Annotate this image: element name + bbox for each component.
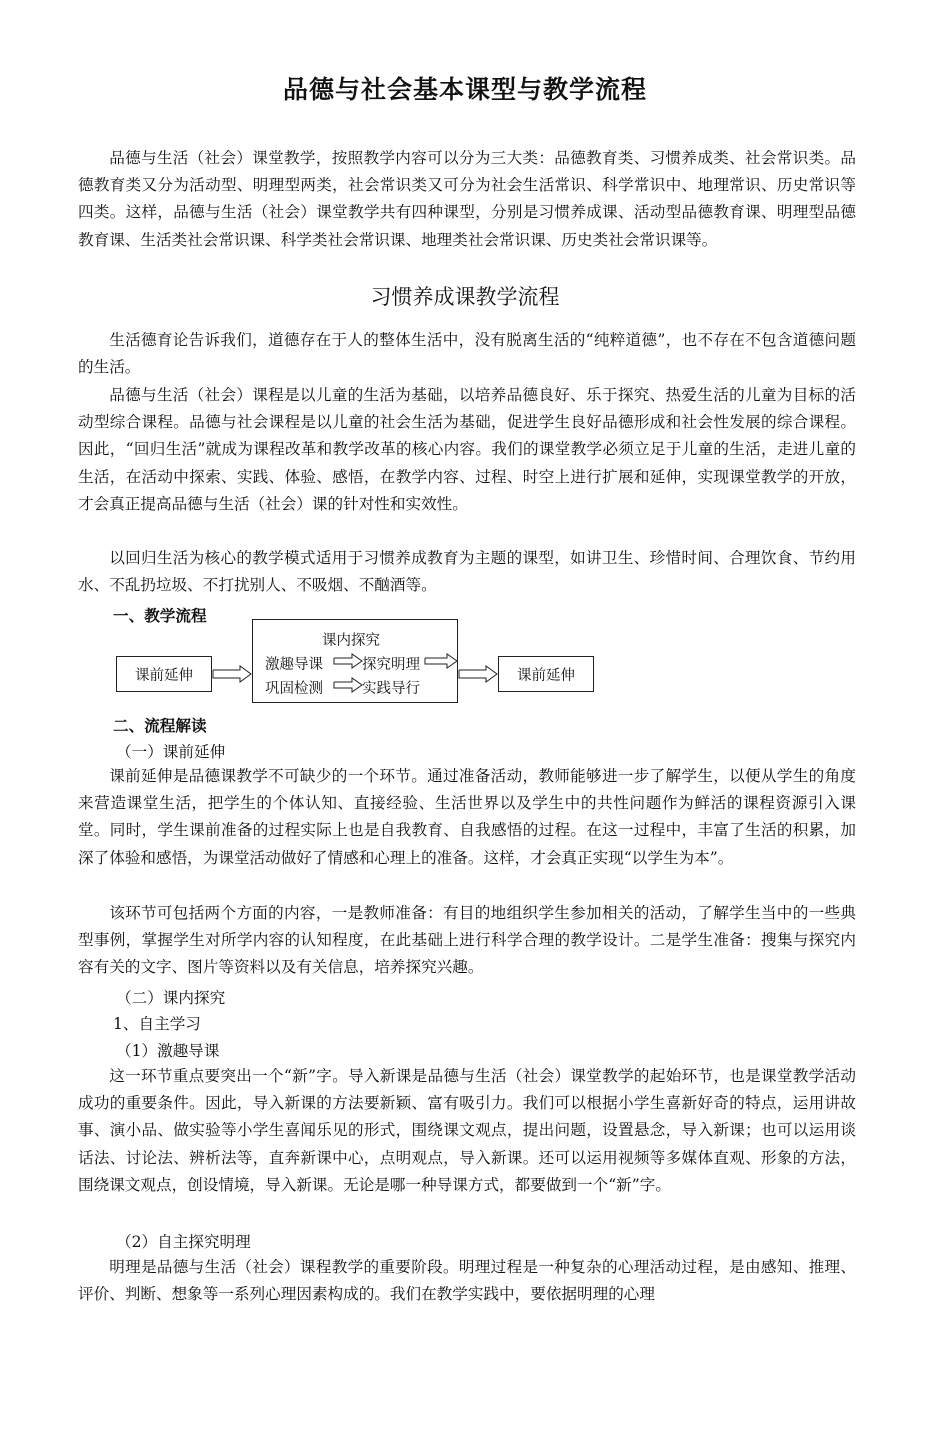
item1-heading: 1、自主学习 bbox=[113, 1015, 201, 1033]
flow-left-label: 课前延伸 bbox=[135, 667, 193, 684]
item1-2-paragraph: 明理是品德与生活（社会）课程教学的重要阶段。明理过程是一种复杂的心理活动过程，是由感知、推理、评价、判断、想象等一系列心理因素构成的。我们在教学实践中，要依据明理的心理 bbox=[78, 1258, 856, 1304]
arrow-center-to-right-icon bbox=[459, 666, 497, 682]
sub1-heading: （一）课前延伸 bbox=[116, 743, 226, 761]
item1-1-paragraph: 这一环节重点要突出一个“新”字。导入新课是品德与生活（社会）课堂教学的起始环节，也是课堂教学活动成功的重要条件。因此，导入新课的方法要新颖、富有吸引力。我们可以根据小学生喜新好奇的特点，运用讲故事、演小品、做实验等小学生喜闻乐见的形式，围绕课文观点，提出问题，设置悬念，导入新课；也可以运用谈话法、讨论法、辨析法等，直奔新课中心，点明观点，导入新课。还可以运用视频等多媒体直观、形象的方法，围绕课文观点，创设情境，导入新课。无论是哪一种导课方式，都要做到一个“新”字。 bbox=[78, 1067, 856, 1194]
flow-item-tanjiu: 探究明理 bbox=[362, 657, 420, 673]
intro-paragraph: 品德与生活（社会）课堂教学，按照教学内容可以分为三大类：品德教育类、习惯养成类、社会常识类。品德教育类又分为活动型、明理型两类，社会常识类又可分为社会生活常识、科学常识中、地理常识、历史常识等四类。这样，品德与生活（社会）课堂教学共有四种课型，分别是习惯养成课、活动型品德教育课、明理型品德教育课、生活类社会常识课、科学类社会常识课、地理类社会常识课、历史类社会常识课等。 bbox=[78, 149, 856, 249]
paragraph-1: 生活德育论告诉我们，道德存在于人的整体生活中，没有脱离生活的“纯粹道德”，也不存在不包含道德问题的生活。 bbox=[78, 331, 856, 377]
sub1-paragraph-2: 该环节可包括两个方面的内容，一是教师准备：有目的地组织学生参加相关的活动，了解学生当中的一些典型事例，掌握学生对所学内容的认知程度，在此基础上进行科学合理的教学设计。二是学生准备：搜集与探究内容有关的文字、图片等资料以及有关信息，培养探究兴趣。 bbox=[78, 904, 856, 977]
flow-right-box bbox=[498, 656, 594, 692]
arrow-left-to-center-icon bbox=[213, 666, 251, 682]
flow-right-label: 课前延伸 bbox=[517, 667, 575, 684]
flow-item-shijian: 实践导行 bbox=[362, 681, 420, 697]
section2-heading: 二、流程解读 bbox=[113, 717, 207, 735]
sub1-paragraph-1: 课前延伸是品德课教学不可缺少的一个环节。通过准备活动，教师能够进一步了解学生，以便从学生的角度来营造课堂生活，把学生的个体认知、直接经验、生活世界以及学生中的共性问题作为鲜活的课程资源引入课堂。同时，学生课前准备的过程实际上也是自我教育、自我感悟的过程。在这一过程中，丰富了生活的积累，加深了体验和感悟，为课堂活动做好了情感和心理上的准备。这样，才会真正实现“以学生为本”。 bbox=[78, 767, 856, 867]
section1-heading: 一、教学流程 bbox=[113, 607, 207, 625]
flow-left-box bbox=[116, 656, 212, 692]
paragraph-2: 品德与生活（社会）课程是以儿童的生活为基础，以培养品德良好、乐于探究、热爱生活的儿童为目标的活动型综合课程。品德与社会课程是以儿童的社会生活为基础，促进学生良好品德形成和社会性发展的综合课程。因此，“回归生活”就成为课程改革和教学改革的核心内容。我们的课堂教学必须立足于儿童的生活，走进儿童的生活，在活动中探索、实践、体验、感悟，在教学内容、过程、时空上进行扩展和延伸，实现课堂教学的开放，才会真正提高品德与生活（社会）课的针对性和实效性。 bbox=[78, 386, 856, 513]
item1-2-heading: （2）自主探究明理 bbox=[116, 1233, 251, 1251]
document-title: 品德与社会基本课型与教学流程 bbox=[282, 75, 647, 104]
sub2-heading: （二）课内探究 bbox=[116, 989, 226, 1007]
flow-item-jiqu: 激趣导课 bbox=[265, 657, 323, 673]
item1-1-heading: （1）激趣导课 bbox=[116, 1042, 220, 1060]
flow-item-gonggu: 巩固检测 bbox=[265, 681, 323, 697]
section-subtitle: 习惯养成课教学流程 bbox=[370, 285, 560, 309]
flow-center-title: 课内探究 bbox=[322, 633, 380, 649]
paragraph-3: 以回归生活为核心的教学模式适用于习惯养成教育为主题的课型，如讲卫生、珍惜时间、合理饮食、节约用水、不乱扔垃圾、不打扰别人、不吸烟、不酗酒等。 bbox=[78, 549, 856, 595]
